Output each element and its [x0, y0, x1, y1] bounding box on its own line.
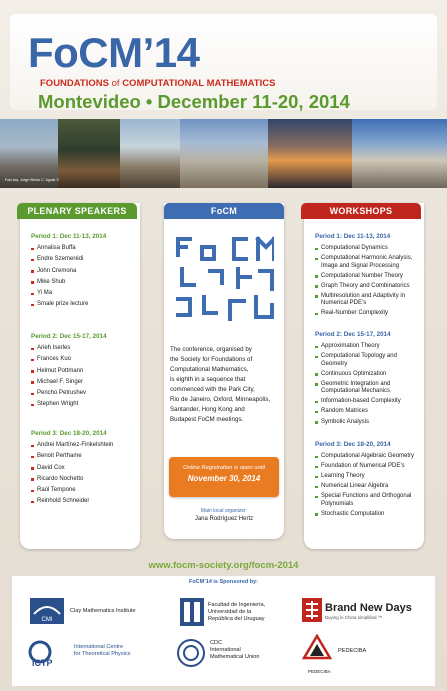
list-item: David Cox [31, 465, 113, 473]
list-item: Pencho Petrushev [31, 390, 86, 398]
list-item: Graph Theory and Combinatorics [315, 283, 419, 291]
list-item: Raúl Tempone [31, 487, 113, 495]
focm-text-line: commenced with the Park City, [170, 386, 255, 393]
cmi-logo-icon [30, 598, 64, 624]
list-item: John Cremona [31, 268, 88, 276]
header-panel [10, 14, 437, 110]
website-link[interactable]: www.focm-society.org/focm-2014 [148, 560, 299, 571]
focm-text-line: Budapest FoCM meetings. [170, 416, 244, 423]
conference-title: FoCM’14 [28, 29, 200, 76]
workshop-period-1-list [315, 245, 419, 321]
sponsor-brand-new-days: Brand New Days [325, 602, 412, 614]
plenary-period-3-list [31, 442, 113, 510]
list-item: Computational Topology and Geometry [315, 353, 419, 368]
list-item: Andrei Martínez-Finkelshtein [31, 442, 113, 450]
fing-logo-icon [180, 598, 204, 626]
workshop-period-3-title: Period 3: Dec 18-20, 2014 [315, 441, 391, 448]
list-item: Information-based Complexity [315, 398, 419, 406]
list-item: Computational Number Theory [315, 273, 419, 281]
list-item: Stephen Wright [31, 401, 86, 409]
photo-cafe-street [58, 119, 120, 188]
list-item: Foundation of Numerical PDE’s [315, 463, 419, 471]
list-item: Special Functions and Orthogonal Polynomials [315, 493, 419, 508]
focm-text-line: The conference, organised by [170, 346, 252, 353]
sponsors-panel [12, 576, 435, 686]
focm-panel [164, 203, 284, 539]
focm-description [170, 345, 278, 425]
plenary-period-1-title: Period 1: Dec 11-13, 2014 [31, 233, 107, 240]
list-item: Computational Algebraic Geometry [315, 453, 419, 461]
sponsor-brand-new-days-tagline: Buying in China simplified ™ [325, 615, 383, 620]
list-item: Numerical Linear Algebra [315, 483, 419, 491]
photo-rambla-buildings [180, 119, 268, 188]
sponsor-pedeciba: PEDECIBA [338, 648, 367, 654]
workshops-panel [304, 203, 424, 549]
list-item: Approximation Theory [315, 343, 419, 351]
workshop-period-2-title: Period 2: Dec 15-17, 2014 [315, 331, 391, 338]
list-item: Endre Szemerédi [31, 256, 88, 264]
list-item: Annalisa Buffa [31, 245, 88, 253]
photo-sunset-coast [268, 119, 352, 188]
photo-strip [0, 119, 447, 188]
plenary-period-1-list [31, 245, 88, 313]
list-item: Learning Theory [315, 473, 419, 481]
list-item: Multiresolution and Adaptivity in Numerical PDE’s [315, 293, 419, 308]
sponsor-clay: Clay Mathematics Institute [70, 608, 136, 614]
list-item: Yi Ma [31, 290, 88, 298]
list-item: Arieh Iserles [31, 345, 86, 353]
list-item: Smale prize lecture [31, 301, 88, 309]
list-item: Ricardo Nochetto [31, 476, 113, 484]
sponsors-title: FoCM’14 is Sponsored by: [188, 579, 259, 585]
cmi-logo-text: CMI [41, 617, 53, 623]
list-item: Helmut Pottmann [31, 368, 86, 376]
focm-logo-icon [174, 231, 274, 326]
sponsor-ictp: International Centre for Theoretical Physics [74, 644, 131, 657]
sponsor-cdc: CDC International Mathematical Union [210, 640, 260, 660]
workshop-period-3-list [315, 453, 419, 521]
list-item: Computational Dynamics [315, 245, 419, 253]
pedeciba-logo-icon [302, 634, 332, 666]
focm-text-line: Computational Mathematics, [170, 366, 249, 373]
list-item: Benoit Perthame [31, 453, 113, 461]
list-item: Michael F. Singer [31, 379, 86, 387]
photo-credit: Foto Arq. Jorge Héctor C. Aguiar © [5, 178, 60, 182]
list-item: Frances Kuo [31, 356, 86, 364]
focm-text-line: Rio de Janeiro, Oxford, Minneapolis, [170, 396, 271, 403]
pedeciba-logo-caption: PEDECIBA [308, 669, 331, 674]
list-item: Continuous Optimization [315, 371, 419, 379]
photo-palacio-legislativo [352, 119, 447, 188]
list-item: Geometric Integration and Computational Mechanics [315, 381, 419, 396]
registration-line-1: Online Registration is open until [183, 465, 265, 471]
workshop-period-1-title: Period 1: Dec 11-13, 2014 [315, 233, 391, 240]
focm-text-line: the Society for Foundations of [170, 356, 253, 363]
ictp-logo-text: ICTP [32, 658, 53, 668]
list-item: Reinhold Schneider [31, 498, 113, 506]
list-item: Computational Harmonic Analysis, Image and Signal Processing [315, 255, 419, 270]
plenary-period-2-title: Period 2: Dec 15-17, 2014 [31, 333, 107, 340]
imu-logo-icon [176, 638, 206, 668]
focm-text-line: Santander, Hong Kong and [170, 406, 245, 413]
sponsor-fing: Facultad de Ingeniería, Universidad de la República del Uruguay [208, 602, 266, 622]
workshops-tab: WORKSHOPS [301, 203, 421, 219]
organizer-label: Main local organizer: [200, 508, 248, 514]
registration-deadline: November 30, 2014 [187, 474, 261, 483]
location-dates: Montevideo • December 11-20, 2014 [38, 91, 350, 112]
photo-old-town [120, 119, 180, 188]
conference-subtitle: FOUNDATIONS of COMPUTATIONAL MATHEMATICS [40, 78, 276, 89]
plenary-period-2-list [31, 345, 86, 413]
focm-tab: FoCM [164, 203, 284, 219]
ictp-logo-icon [28, 640, 72, 668]
list-item: Random Matrices [315, 408, 419, 416]
list-item: Symbolic Analysis [315, 419, 419, 427]
workshop-period-2-list [315, 343, 419, 429]
plenary-speakers-panel [20, 203, 140, 549]
plenary-speakers-tab: PLENARY SPEAKERS [17, 203, 137, 219]
focm-text-line: is eighth in a sequence that [170, 376, 246, 383]
registration-banner[interactable] [169, 457, 279, 497]
bnd-logo-icon [302, 598, 322, 622]
list-item: Real-Number Complexity [315, 310, 419, 318]
list-item: Mike Shub [31, 279, 88, 287]
organizer-name: Jana Rodríguez Hertz [194, 516, 254, 522]
list-item: Stochastic Computation [315, 511, 419, 519]
plenary-period-3-title: Period 3: Dec 18-20, 2014 [31, 430, 107, 437]
